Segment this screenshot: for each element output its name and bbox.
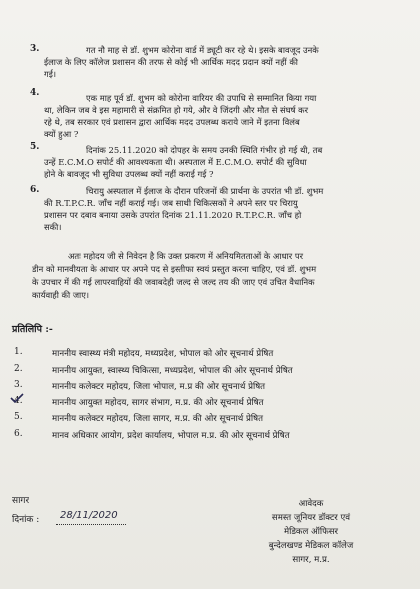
- copy-to-number: 2.: [14, 364, 23, 374]
- point-number: 6.: [30, 185, 40, 195]
- copy-to-item: माननीय स्वास्थ्य मंत्री महोदय, मध्यप्रदेश, भोपाल को ओर सूचनार्थ प्रेषित: [52, 349, 274, 359]
- point-line: गत नौ माह से डॉ. शुभम कोरोना वार्ड में ड्यूटी कर रहे थे। इसके बावजूद उनके: [86, 45, 319, 55]
- copy-to-item: माननीय कलेक्टर महोदय, जिला भोपाल, म.प्र की ओर सूचनार्थ प्रेषित: [52, 382, 266, 392]
- point-line: होने के बावजूद भी सुविधा उपलब्ध क्यों नहीं कराई गई ?: [44, 169, 214, 179]
- copy-to-number: 3.: [14, 380, 23, 390]
- point-line: दिनांक 25.11.2020 को दोपहर के समय उनकी स्थिति गंभीर हो गई थी, तब: [86, 145, 323, 155]
- handwritten-date: 28/11/2020: [60, 510, 118, 521]
- copy-to-item: मानव अधिकार आयोग, प्रदेश कार्यालय, भोपाल म.प्र. की ओर सूचनार्थ प्रेषित: [52, 431, 290, 441]
- copy-to-number: 1.: [14, 347, 23, 357]
- point-line: ईलाज के लिए कॉलेज प्रशासन की तरफ से कोई भी आर्थिक मदद प्रदान क्यों नहीं की: [44, 57, 298, 67]
- point-line: गई।: [44, 69, 57, 79]
- applicant-line: बुन्देलखण्ड मेडिकल कॉलेज: [268, 541, 354, 551]
- point-line: की R.T.P.C.R. जाँच नहीं कराई गई। जब साथी चिकित्सकों ने अपने स्तर पर चिरायु: [44, 198, 298, 208]
- request-line: कार्यवाही की जाए।: [32, 290, 90, 300]
- point-line: एक माह पूर्व डॉ. शुभम को कोरोना वारियर की उपाधि से सम्मानित किया गया: [86, 93, 317, 103]
- point-number: 3.: [30, 44, 40, 54]
- request-line: अतः महोदय जी से निवेदन है कि उक्त प्रकरण में अनियमितताओं के आधार पर: [68, 251, 304, 261]
- point-line: चिरायु अस्पताल में ईलाज के दौरान परिजनों की प्रार्थना के उपरांत भी डॉ. शुभम: [86, 186, 324, 196]
- copy-to-number: 5.: [14, 412, 23, 422]
- copy-to-item: माननीय आयुक्त महोदय, सागर संभाग, म.प्र. की ओर सूचनार्थ प्रेषित: [52, 398, 264, 408]
- point-line: उन्हें E.C.M.O सपोर्ट की आवश्यकता थी। अस्पताल में E.C.M.O. सपोर्ट की सुविधा: [44, 157, 307, 167]
- point-line: सकी।: [44, 222, 62, 232]
- copy-to-item: माननीय कलेक्टर महोदय, जिला सागर, म.प्र. की ओर सूचनार्थ प्रेषित: [52, 414, 263, 424]
- place-label: सागर: [12, 496, 30, 506]
- copy-to-number: 4.: [14, 396, 23, 406]
- point-line: प्रशासन पर दबाव बनाया उसके उपरांत दिनांक 21.11.2020 R.T.P.C.R. जाँच हो: [44, 210, 302, 220]
- date-label: दिनांक :: [12, 515, 40, 525]
- point-number: 4.: [30, 88, 40, 98]
- request-line: डीन को मानवीयता के आधार पर अपने पद से इस्तीफा स्वयं प्रस्तुत करना चाहिए, एवं डॉ. शुभम: [32, 264, 317, 274]
- copy-to-number: 6.: [14, 429, 23, 439]
- applicant-line: सागर, म.प्र.: [292, 555, 330, 565]
- copy-to-heading: प्रतिलिपि :-: [12, 324, 53, 335]
- applicant-line: मेडिकल ऑफिसर: [283, 527, 339, 537]
- point-line: था, लेकिन जब वे इस महामारी से संक्रमित हो गये, और वे जिंदगी और मौत से संघर्ष कर: [44, 105, 309, 115]
- point-number: 5.: [30, 142, 40, 152]
- point-line: रहे थे, तब सरकार एवं प्रशासन द्वारा आर्थिक मदद उपलब्ध कराये जाने में इतना विलंब: [44, 117, 300, 127]
- applicant-title: आवेदक: [298, 499, 324, 509]
- date-underline: [56, 524, 126, 525]
- copy-to-item: माननीय आयुक्त, स्वास्थ्य चिकित्सा, मध्यप्रदेश, भोपाल की ओर सूचनार्थ प्रेषित: [52, 366, 293, 376]
- point-line: क्यों हुआ ?: [44, 129, 79, 139]
- applicant-line: समस्त जूनियर डॉक्टर एवं: [271, 513, 351, 523]
- request-line: के उपचार में की गई लापरवाहियों की जवाबदेही जल्द से जल्द तय की जाए एवं उचित वैधानिक: [32, 277, 315, 287]
- handwritten-tick-icon: [10, 393, 24, 403]
